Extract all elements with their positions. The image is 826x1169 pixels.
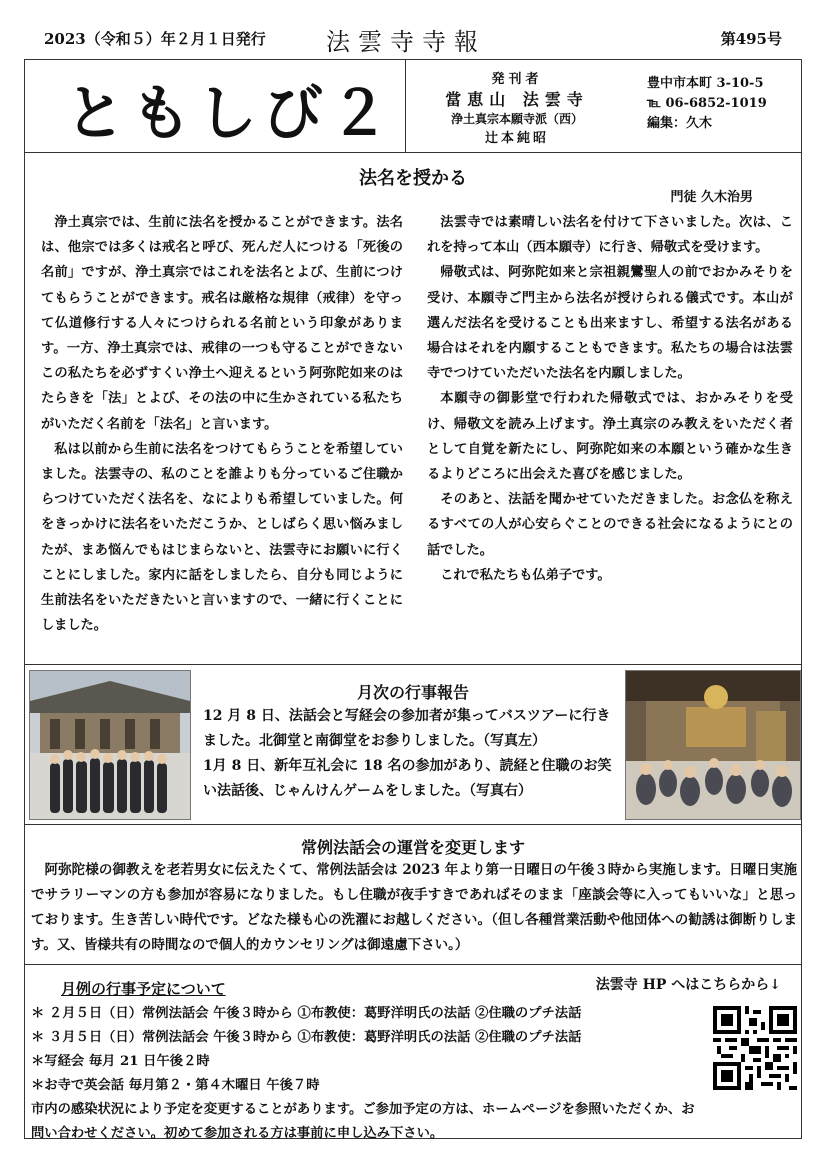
- masthead-divider: [405, 60, 406, 152]
- notice-body: [31, 858, 797, 958]
- article-column-right: [427, 210, 793, 588]
- schedule-item: ＊お寺で英会話 毎月第２・第４木曜日 午後７時: [31, 1078, 320, 1093]
- homepage-qr-code[interactable]: [713, 1006, 797, 1090]
- issue-number: 第495号: [720, 30, 782, 48]
- newsletter-frame: [24, 59, 802, 1139]
- sect-name: 浄土真宗本願寺派（西）: [450, 112, 583, 126]
- phone: ℡ 06-6852-1019: [647, 96, 767, 111]
- article-title: 法名を授かる: [359, 168, 467, 189]
- article-author: 門徒 久木治男: [670, 190, 753, 205]
- divider: [25, 824, 801, 825]
- event-line: 12 月 8 日、法話会と写経会の参加者が集ってバスツアーに行きました。北御堂と南御堂をお参りしました。（写真左）: [203, 708, 611, 749]
- temple-name: 當恵山 法雲寺: [445, 90, 589, 109]
- photo-new-year-gathering-image: [626, 671, 800, 819]
- photo-new-year-gathering: [625, 670, 801, 820]
- schedule-note: 市内の感染状況により予定を変更することがあります。ご参加予定の方は、ホームページを参照いただくか、お問い合わせください。初めて参加される方は事前に申し込み下さい。: [31, 1102, 695, 1141]
- paragraph: これで私たちも仏弟子です。: [440, 567, 611, 583]
- paragraph: 私は以前から生前に法名をつけてもらうことを希望していました。法雲寺の、私のことを誰よりも分っているご住職からつけていただく法名を、なによりも希望していました。何をきっかけに法名をいただこうか、としばらく思い悩みましたが、まあ悩んでもはじまらないと、法雲寺にお願いに行くことにしました。家内に話をしましたら、自分も同じように生前法名をいただきたいと言いますので、一緒に行くことにしました。: [41, 441, 403, 634]
- editor: 編集：久木: [647, 116, 713, 131]
- article-column-left: [41, 210, 403, 638]
- events-report: [203, 704, 621, 804]
- homepage-label: 法雲寺 HP へはこちらから↓: [595, 977, 781, 993]
- publisher-block: [417, 68, 617, 146]
- schedule-item: ＊ ２月５日（日）常例法話会 午後３時から ①布教使：葛野洋明氏の法話 ②住職のプチ法話: [31, 1006, 582, 1021]
- schedule-list: [31, 1002, 707, 1146]
- event-line: 1月 8 日、新年互礼会に 18 名の参加があり、読経と住職のお笑い法話後、じゃんけんゲームをしました。（写真右）: [203, 758, 612, 799]
- schedule-item: ＊ ３月５日（日）常例法話会 午後３時から ①布教使：葛野洋明氏の法話 ②住職のプチ法話: [31, 1030, 582, 1045]
- schedule-item: ＊写経会 毎月 21 日午後２時: [31, 1054, 210, 1069]
- divider: [25, 152, 801, 153]
- paper-name: 法雲寺寺報: [326, 28, 486, 56]
- notice-paragraph: 阿弥陀様の御教えを老若男女に伝えたくて、常例法話会は 2023 年より第一日曜日の午後３時から実施します。日曜日実施でサラリーマンの方も参加が容易になりました。もし住職が夜手すきであればそのまま「座談会等に入ってもいいな」と思っております。生き苦しい時代です。どなた様も心の洗濯にお越しください。（但し各種営業活動や他団体への勧誘は御断りします。又、皆様共有の時間なので個人的カウンセリングは御遠慮下さい。）: [31, 862, 797, 953]
- schedule-title: 月例の行事予定について: [61, 980, 226, 998]
- top-header: [44, 26, 782, 56]
- newsletter-logo: ともしび２: [65, 79, 395, 149]
- contact-block: [647, 74, 767, 134]
- notice-title: 常例法話会の運営を変更します: [300, 838, 525, 857]
- paragraph: 帰敬式は、阿弥陀如来と宗祖親鸞聖人の前でおかみそりを受け、本願寺ご門主から法名が授けられる儀式です。本山が選んだ法名を受けることも出来ますし、希望する法名がある場合はそれを内願することもできます。私たちの場合は法雲寺でつけていただいた法名を内願しました。: [427, 265, 793, 382]
- paragraph: 浄土真宗では、生前に法名を授かることができます。法名は、他宗では多くは戒名と呼び、死んだ人につける「死後の名前」ですが、浄土真宗ではこれを法名とよび、生前につけてもらうことができます。戒名は厳格な規律（戒律）を守って仏道修行する人々につけられる名前という印象があります。一方、浄土真宗では、戒律の一つも守ることができないこの私たちを必ずすくい浄土へ迎えるという阿弥陀如来のはたらきを「法」とよび、その法の中に生かされている私たちがいただく名前を「法名」と言います。: [41, 215, 403, 432]
- issue-date: 2023（令和５）年２月１日発行: [44, 30, 266, 48]
- publisher-person: 辻本純昭: [484, 131, 549, 146]
- address: 豊中市本町 3-10-5: [647, 76, 764, 91]
- masthead: [25, 60, 801, 152]
- paragraph: 法雲寺では素晴しい法名を付けて下さいました。次は、これを持って本山（西本願寺）に行き、帰敬式を受けます。: [427, 215, 793, 256]
- paragraph: そのあと、法話を聞かせていただきました。お念仏を称えるすべての人が心安らぐことのできる社会になるようにとの話でした。: [427, 492, 793, 558]
- publisher-label: 発刊者: [491, 72, 543, 87]
- paragraph: 本願寺の御影堂で行われた帰敬式では、おかみそりを受け、帰敬文を読み上げます。浄土真宗のみ教えをいただく者として自覚を新たにし、阿弥陀如来の本願という確かな生きるよりどころに出会えた喜びを感じました。: [427, 391, 793, 483]
- events-title: 月次の行事報告: [356, 683, 469, 702]
- divider: [25, 964, 801, 965]
- divider: [25, 664, 801, 665]
